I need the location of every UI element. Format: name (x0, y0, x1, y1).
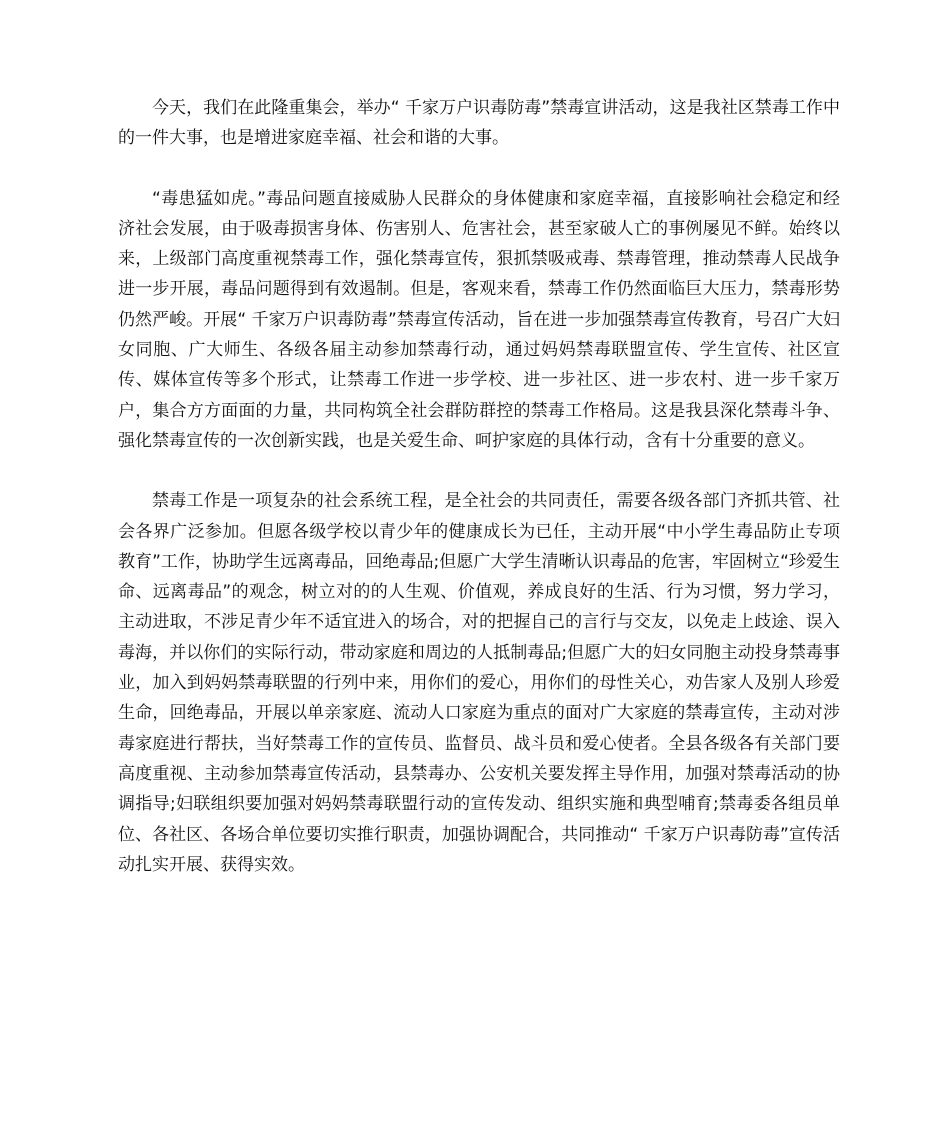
paragraph-3: 禁毒工作是一项复杂的社会系统工程，是全社会的共同责任，需要各级各部门齐抓共管、社会各界广泛参加。但愿各级学校以青少年的健康成长为已任，主动开展“中小学生毒品防止专项教育”工作，协助学生远离毒品，回绝毒品;但愿广大学生清晰认识毒品的危害，牢固树立“珍爱生命、远离毒品”的观念，树立对的的人生观、价值观，养成良好的生活、行为习惯，努力学习，主动进取，不涉足青少年不适宜进入的场合，对的把握自己的言行与交友，以免走上歧途、误入毒海，并以你们的实际行动，带动家庭和周边的人抵制毒品;但愿广大的妇女同胞主动投身禁毒事业，加入到妈妈禁毒联盟的行列中来，用你们的爱心，用你们的母性关心，劝告家人及别人珍爱生命，回绝毒品，开展以单亲家庭、流动人口家庭为重点的面对广大家庭的禁毒宣传，主动对涉毒家庭进行帮扶，当好禁毒工作的宣传员、监督员、战斗员和爱心使者。全县各级各有关部门要高度重视、主动参加禁毒宣传活动，县禁毒办、公安机关要发挥主导作用，加强对禁毒活动的协调指导;妇联组织要加强对妈妈禁毒联盟行动的宣传发动、组织实施和典型哺育;禁毒委各组员单位、各社区、各场合单位要切实推行职责，加强协调配合，共同推动“ 千家万户识毒防毒”宣传活动扎实开展、获得实效。 (118, 491, 840, 875)
paragraph-2: “毒患猛如虎。”毒品问题直接威胁人民群众的身体健康和家庭幸福，直接影响社会稳定和经济社会发展，由于吸毒损害身体、伤害别人、危害社会，甚至家破人亡的事例屡见不鲜。始终以来，上级部门高度重视禁毒工作，强化禁毒宣传，狠抓禁吸戒毒、禁毒管理，推动禁毒人民战争进一步开展，毒品问题得到有效遏制。但是，客观来看，禁毒工作仍然面临巨大压力，禁毒形势仍然严峻。开展“ 千家万户识毒防毒”禁毒宣传活动，旨在进一步加强禁毒宣传教育，号召广大妇女同胞、广大师生、各级各届主动参加禁毒行动，通过妈妈禁毒联盟宣传、学生宣传、社区宣传、媒体宣传等多个形式，让禁毒工作进一步学校、进一步社区、进一步农村、进一步千家万户，集合方方面面的力量，共同构筑全社会群防群控的禁毒工作格局。这是我县深化禁毒斗争、强化禁毒宣传的一次创新实践，也是关爱生命、呵护家庭的具体行动，含有十分重要的意义。 (118, 188, 840, 451)
paragraph-1: 今天，我们在此隆重集会，举办“ 千家万户识毒防毒”禁毒宣讲活动，这是我社区禁毒工作中的一件大事，也是增进家庭幸福、社会和谐的大事。 (118, 98, 840, 149)
document-body (118, 93, 840, 880)
